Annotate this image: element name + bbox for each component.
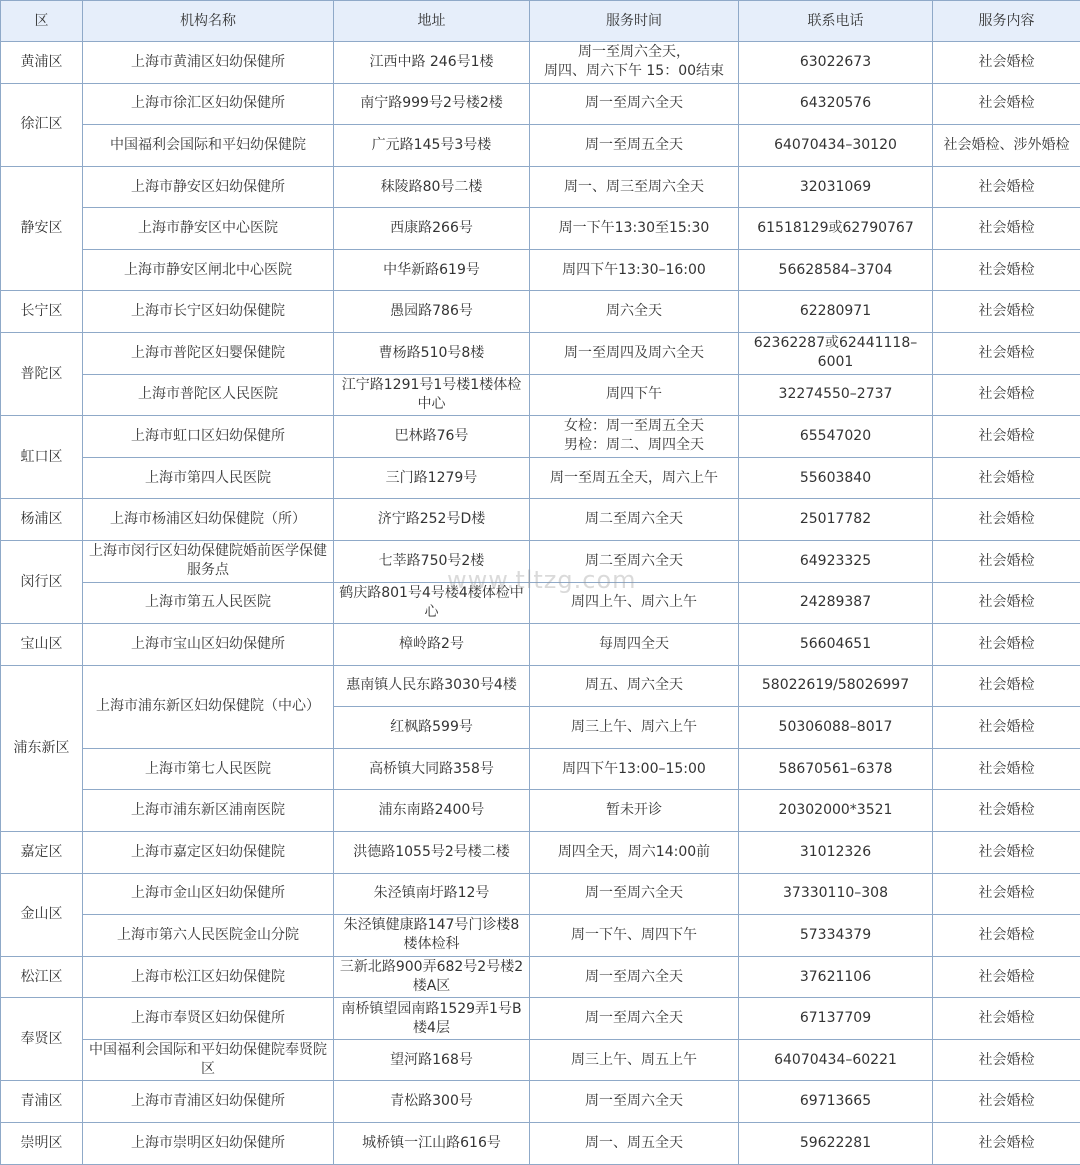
phone-cell: 57334379 bbox=[739, 915, 933, 957]
table-row bbox=[1, 915, 1080, 957]
hours-cell: 周一、周五全天 bbox=[530, 1123, 739, 1165]
address-cell: 济宁路252号D楼 bbox=[334, 499, 530, 541]
address-cell: 洪德路1055号2号楼二楼 bbox=[334, 831, 530, 873]
district-cell: 崇明区 bbox=[1, 1123, 83, 1165]
table-row bbox=[1, 457, 1080, 499]
institution-cell: 上海市松江区妇幼保健院 bbox=[83, 956, 334, 998]
hours-line: 女检：周一至周五全天 bbox=[564, 418, 704, 435]
hours-cell: 周一、周三至周六全天 bbox=[530, 166, 739, 208]
hours-cell: 周一下午、周四下午 bbox=[530, 915, 739, 957]
address-cell: 高桥镇大同路358号 bbox=[334, 748, 530, 790]
hours-cell: 周一至周六全天 bbox=[530, 1081, 739, 1123]
phone-cell: 58670561–6378 bbox=[739, 748, 933, 790]
address-cell: 广元路145号3号楼 bbox=[334, 125, 530, 167]
institution-cell: 上海市第六人民医院金山分院 bbox=[83, 915, 334, 957]
phone-cell: 37330110–308 bbox=[739, 873, 933, 915]
service-cell: 社会婚检 bbox=[933, 208, 1080, 250]
table-row bbox=[1, 83, 1080, 125]
table-row bbox=[1, 42, 1080, 84]
phone-cell: 59622281 bbox=[739, 1123, 933, 1165]
phone-cell: 55603840 bbox=[739, 457, 933, 499]
service-cell: 社会婚检 bbox=[933, 83, 1080, 125]
hours-line: 周一至周六全天， bbox=[578, 44, 690, 61]
institution-cell: 上海市普陀区妇婴保健院 bbox=[83, 333, 334, 375]
phone-cell: 64070434–30120 bbox=[739, 125, 933, 167]
table-row bbox=[1, 1039, 1080, 1081]
address-cell: 三门路1279号 bbox=[334, 457, 530, 499]
phone-cell: 58022619/58026997 bbox=[739, 665, 933, 707]
phone-cell: 56604651 bbox=[739, 624, 933, 666]
address-cell: 南桥镇望园南路1529弄1号B楼4层 bbox=[334, 998, 530, 1040]
header-service: 服务内容 bbox=[933, 1, 1080, 42]
institution-cell: 上海市第七人民医院 bbox=[83, 748, 334, 790]
hours-cell: 周一至周四及周六全天 bbox=[530, 333, 739, 375]
header-institution: 机构名称 bbox=[83, 1, 334, 42]
address-cell: 红枫路599号 bbox=[334, 707, 530, 749]
table-row bbox=[1, 790, 1080, 832]
address-cell: 城桥镇一江山路616号 bbox=[334, 1123, 530, 1165]
address-cell: 三新北路900弄682号2号楼2楼A区 bbox=[334, 956, 530, 998]
phone-cell: 24289387 bbox=[739, 582, 933, 624]
district-cell: 黄浦区 bbox=[1, 42, 83, 84]
district-cell: 徐汇区 bbox=[1, 83, 83, 166]
header-address: 地址 bbox=[334, 1, 530, 42]
institution-cell: 上海市浦东新区妇幼保健院（中心） bbox=[83, 665, 334, 748]
service-cell: 社会婚检 bbox=[933, 1123, 1080, 1165]
table-row bbox=[1, 1123, 1080, 1165]
address-cell: 西康路266号 bbox=[334, 208, 530, 250]
service-cell: 社会婚检 bbox=[933, 291, 1080, 333]
table-row bbox=[1, 249, 1080, 291]
address-cell: 南宁路999号2号楼2楼 bbox=[334, 83, 530, 125]
phone-cell: 32031069 bbox=[739, 166, 933, 208]
header-hours: 服务时间 bbox=[530, 1, 739, 42]
institution-cell: 上海市第四人民医院 bbox=[83, 457, 334, 499]
table-row bbox=[1, 624, 1080, 666]
institution-cell: 上海市青浦区妇幼保健所 bbox=[83, 1081, 334, 1123]
hours-cell: 周四下午13:30–16:00 bbox=[530, 249, 739, 291]
table-row bbox=[1, 998, 1080, 1040]
hours-line: 周四、周六下午 15：00结束 bbox=[543, 63, 725, 80]
table-row bbox=[1, 333, 1080, 375]
institution-cell: 上海市嘉定区妇幼保健院 bbox=[83, 831, 334, 873]
service-cell: 社会婚检、涉外婚检 bbox=[933, 125, 1080, 167]
district-cell: 虹口区 bbox=[1, 416, 83, 499]
hours-cell: 周四下午13:00–15:00 bbox=[530, 748, 739, 790]
phone-cell: 37621106 bbox=[739, 956, 933, 998]
address-cell: 鹤庆路801号4号楼4楼体检中心 bbox=[334, 582, 530, 624]
service-cell: 社会婚检 bbox=[933, 582, 1080, 624]
institution-cell: 上海市徐汇区妇幼保健所 bbox=[83, 83, 334, 125]
service-cell: 社会婚检 bbox=[933, 540, 1080, 582]
phone-cell: 31012326 bbox=[739, 831, 933, 873]
phone-cell: 64070434–60221 bbox=[739, 1039, 933, 1081]
service-cell: 社会婚检 bbox=[933, 998, 1080, 1040]
phone-cell: 62362287或62441118–6001 bbox=[739, 333, 933, 375]
service-cell: 社会婚检 bbox=[933, 374, 1080, 416]
hours-cell: 周四上午、周六上午 bbox=[530, 582, 739, 624]
service-cell: 社会婚检 bbox=[933, 457, 1080, 499]
institution-cell: 上海市金山区妇幼保健所 bbox=[83, 873, 334, 915]
institution-cell: 上海市长宁区妇幼保健院 bbox=[83, 291, 334, 333]
address-cell: 巴林路76号 bbox=[334, 416, 530, 458]
watermark: www.tltzg.com bbox=[447, 566, 637, 594]
address-cell: 中华新路619号 bbox=[334, 249, 530, 291]
phone-cell: 61518129或62790767 bbox=[739, 208, 933, 250]
hours-cell: 周一至周六全天 bbox=[530, 998, 739, 1040]
table-row bbox=[1, 291, 1080, 333]
institution-cell: 上海市静安区妇幼保健所 bbox=[83, 166, 334, 208]
phone-cell: 63022673 bbox=[739, 42, 933, 84]
table-row bbox=[1, 956, 1080, 998]
address-cell: 江宁路1291号1号楼1楼体检中心 bbox=[334, 374, 530, 416]
service-cell: 社会婚检 bbox=[933, 956, 1080, 998]
district-cell: 奉贤区 bbox=[1, 998, 83, 1081]
table-row bbox=[1, 416, 1080, 458]
table-row bbox=[1, 1081, 1080, 1123]
district-cell: 闵行区 bbox=[1, 540, 83, 623]
address-cell: 惠南镇人民东路3030号4楼 bbox=[334, 665, 530, 707]
hours-cell: 暂未开诊 bbox=[530, 790, 739, 832]
address-cell: 朱泾镇健康路147号门诊楼8楼体检科 bbox=[334, 915, 530, 957]
service-cell: 社会婚检 bbox=[933, 1081, 1080, 1123]
institution-cell: 上海市黄浦区妇幼保健所 bbox=[83, 42, 334, 84]
service-cell: 社会婚检 bbox=[933, 707, 1080, 749]
phone-cell: 67137709 bbox=[739, 998, 933, 1040]
address-cell: 樟岭路2号 bbox=[334, 624, 530, 666]
district-cell: 嘉定区 bbox=[1, 831, 83, 873]
phone-cell: 64923325 bbox=[739, 540, 933, 582]
address-cell: 曹杨路510号8楼 bbox=[334, 333, 530, 375]
table-row bbox=[1, 166, 1080, 208]
phone-cell: 62280971 bbox=[739, 291, 933, 333]
phone-cell: 32274550–2737 bbox=[739, 374, 933, 416]
service-cell: 社会婚检 bbox=[933, 166, 1080, 208]
table-row bbox=[1, 665, 1080, 707]
phone-cell: 50306088–8017 bbox=[739, 707, 933, 749]
institution-cell: 上海市闵行区妇幼保健院婚前医学保健服务点 bbox=[83, 540, 334, 582]
hours-cell: 周一至周五全天，周六上午 bbox=[530, 457, 739, 499]
institution-cell: 上海市静安区中心医院 bbox=[83, 208, 334, 250]
address-cell: 朱泾镇南圩路12号 bbox=[334, 873, 530, 915]
table-row bbox=[1, 748, 1080, 790]
hours-cell: 周一至周五全天 bbox=[530, 125, 739, 167]
phone-cell: 69713665 bbox=[739, 1081, 933, 1123]
phone-cell: 56628584–3704 bbox=[739, 249, 933, 291]
service-cell: 社会婚检 bbox=[933, 790, 1080, 832]
table-row bbox=[1, 374, 1080, 416]
hours-cell: 周四下午 bbox=[530, 374, 739, 416]
header-row bbox=[1, 1, 1080, 42]
hours-cell: 周一至周六全天 bbox=[530, 873, 739, 915]
service-cell: 社会婚检 bbox=[933, 624, 1080, 666]
address-cell: 七莘路750号2楼 bbox=[334, 540, 530, 582]
hours-cell: 周一至周六全天 bbox=[530, 956, 739, 998]
district-cell: 金山区 bbox=[1, 873, 83, 956]
institution-cell: 上海市静安区闸北中心医院 bbox=[83, 249, 334, 291]
district-cell: 普陀区 bbox=[1, 333, 83, 416]
district-cell: 松江区 bbox=[1, 956, 83, 998]
district-cell: 青浦区 bbox=[1, 1081, 83, 1123]
service-cell: 社会婚检 bbox=[933, 665, 1080, 707]
phone-cell: 20302000*3521 bbox=[739, 790, 933, 832]
table-row bbox=[1, 873, 1080, 915]
service-cell: 社会婚检 bbox=[933, 249, 1080, 291]
service-cell: 社会婚检 bbox=[933, 499, 1080, 541]
institution-cell: 上海市浦东新区浦南医院 bbox=[83, 790, 334, 832]
hours-cell: 周三上午、周六上午 bbox=[530, 707, 739, 749]
hours-cell: 每周四全天 bbox=[530, 624, 739, 666]
institution-cell: 中国福利会国际和平妇幼保健院 bbox=[83, 125, 334, 167]
institution-cell: 中国福利会国际和平妇幼保健院奉贤院区 bbox=[83, 1039, 334, 1081]
service-cell: 社会婚检 bbox=[933, 748, 1080, 790]
service-cell: 社会婚检 bbox=[933, 873, 1080, 915]
header-phone: 联系电话 bbox=[739, 1, 933, 42]
hours-line: 男检：周二、周四全天 bbox=[564, 437, 704, 454]
institution-cell: 上海市普陀区人民医院 bbox=[83, 374, 334, 416]
phone-cell: 65547020 bbox=[739, 416, 933, 458]
service-cell: 社会婚检 bbox=[933, 333, 1080, 375]
address-cell: 江西中路 246号1楼 bbox=[334, 42, 530, 84]
hours-cell: 周二至周六全天 bbox=[530, 499, 739, 541]
hours-cell bbox=[530, 42, 739, 84]
table-row bbox=[1, 208, 1080, 250]
hours-cell: 周五、周六全天 bbox=[530, 665, 739, 707]
district-cell: 杨浦区 bbox=[1, 499, 83, 541]
service-cell: 社会婚检 bbox=[933, 831, 1080, 873]
service-cell: 社会婚检 bbox=[933, 42, 1080, 84]
service-cell: 社会婚检 bbox=[933, 915, 1080, 957]
header-district: 区 bbox=[1, 1, 83, 42]
institution-cell: 上海市宝山区妇幼保健所 bbox=[83, 624, 334, 666]
phone-cell: 25017782 bbox=[739, 499, 933, 541]
table-row bbox=[1, 582, 1080, 624]
hours-cell: 周一至周六全天 bbox=[530, 83, 739, 125]
district-cell: 宝山区 bbox=[1, 624, 83, 666]
district-cell: 浦东新区 bbox=[1, 665, 83, 831]
table-row bbox=[1, 125, 1080, 167]
table-row bbox=[1, 831, 1080, 873]
hours-cell: 周六全天 bbox=[530, 291, 739, 333]
phone-cell: 64320576 bbox=[739, 83, 933, 125]
service-cell: 社会婚检 bbox=[933, 1039, 1080, 1081]
address-cell: 浦东南路2400号 bbox=[334, 790, 530, 832]
institution-cell: 上海市第五人民医院 bbox=[83, 582, 334, 624]
service-cell: 社会婚检 bbox=[933, 416, 1080, 458]
hours-cell: 周一下午13:30至15:30 bbox=[530, 208, 739, 250]
address-cell: 望河路168号 bbox=[334, 1039, 530, 1081]
district-cell: 长宁区 bbox=[1, 291, 83, 333]
address-cell: 青松路300号 bbox=[334, 1081, 530, 1123]
hours-cell bbox=[530, 416, 739, 458]
hours-cell: 周三上午、周五上午 bbox=[530, 1039, 739, 1081]
address-cell: 愚园路786号 bbox=[334, 291, 530, 333]
hours-cell: 周四全天，周六14:00前 bbox=[530, 831, 739, 873]
table-row bbox=[1, 540, 1080, 582]
table-row bbox=[1, 499, 1080, 541]
address-cell: 秣陵路80号二楼 bbox=[334, 166, 530, 208]
district-cell: 静安区 bbox=[1, 166, 83, 291]
institution-cell: 上海市奉贤区妇幼保健所 bbox=[83, 998, 334, 1040]
hours-cell: 周二至周六全天 bbox=[530, 540, 739, 582]
institution-cell: 上海市虹口区妇幼保健所 bbox=[83, 416, 334, 458]
institution-cell: 上海市崇明区妇幼保健所 bbox=[83, 1123, 334, 1165]
institution-cell: 上海市杨浦区妇幼保健院（所） bbox=[83, 499, 334, 541]
